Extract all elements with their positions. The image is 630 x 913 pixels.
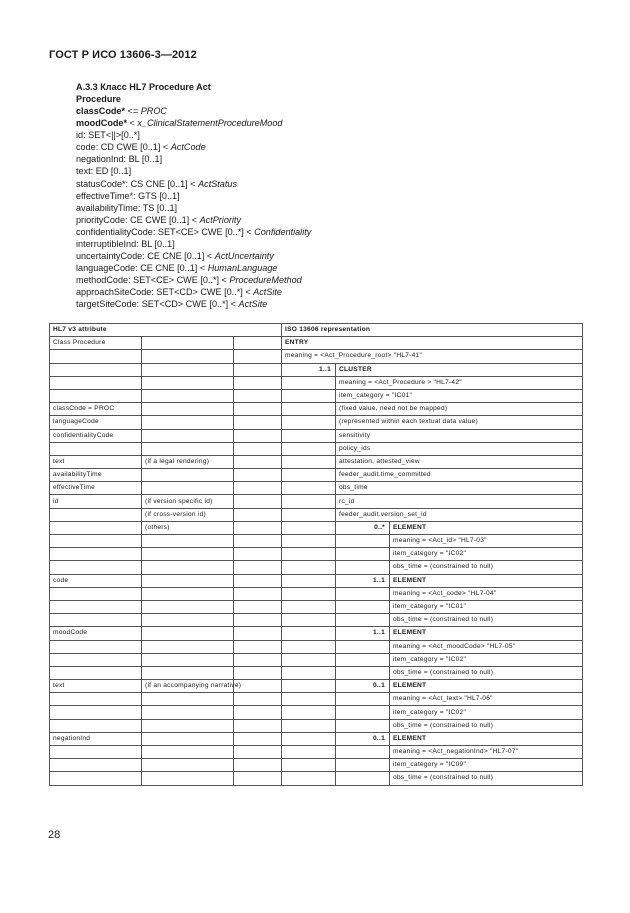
attribute-plain: effectiveTime*: GTS [0..1]: [76, 190, 180, 201]
table-cell: [282, 429, 336, 442]
table-row: [50, 416, 583, 429]
table-cell: CLUSTER: [336, 363, 390, 376]
document-header: ГОСТ Р ИСО 13606-3—2012: [49, 49, 197, 61]
table-cell: [336, 706, 390, 719]
table-cell: ELEMENT: [390, 521, 583, 534]
table-cell: [282, 535, 336, 548]
table-cell: [142, 627, 234, 640]
header-hl7-attribute: HL7 v3 attribute: [50, 324, 282, 337]
table-cell: [336, 561, 390, 574]
attribute-plain: approachSiteCode: SET<CD> CWE [0..*] <: [76, 287, 254, 298]
table-cell: meaning = <Act_text> "HL7-06": [390, 693, 583, 706]
table-cell: [282, 600, 336, 613]
table-cell: [50, 640, 142, 653]
table-cell: [50, 508, 142, 521]
table-row: [50, 627, 583, 640]
attribute-italic: ProcedureMethod: [229, 275, 302, 285]
table-cell: [282, 455, 336, 468]
table-cell: [234, 482, 282, 495]
table-cell: text: [50, 680, 142, 693]
table-row: [50, 759, 583, 772]
table-cell: [234, 508, 282, 521]
table-cell: [234, 337, 282, 350]
table-cell: [336, 535, 390, 548]
table-cell: obs_time = (constrained to null): [390, 666, 583, 679]
table-cell: 1..1: [336, 627, 390, 640]
table-row: [50, 653, 583, 666]
table-cell: [234, 759, 282, 772]
table-cell: [336, 587, 390, 600]
table-cell: item_category = "IC09": [390, 759, 583, 772]
table-row: [50, 535, 583, 548]
table-cell: [282, 719, 336, 732]
table-cell: availabilityTime: [50, 469, 142, 482]
table-cell: meaning = <Act_moodCode> "HL7-05": [390, 640, 583, 653]
table-cell: [234, 403, 282, 416]
table-cell: [336, 600, 390, 613]
table-cell: [336, 614, 390, 627]
table-cell: feeder_audit.time_committed: [336, 469, 390, 482]
table-cell: obs_time = (constrained to null): [390, 772, 583, 785]
attribute-plain: uncertaintyCode: CE CNE [0..1] <: [76, 250, 215, 261]
mapping-table: [49, 323, 583, 786]
attribute-plain: id: SET<||>[0..*]: [76, 130, 140, 141]
table-row: [50, 429, 583, 442]
section-title-cont: Procedure: [76, 94, 121, 105]
table-cell: meaning = <Act_Procedure > "HL7-42": [336, 376, 390, 389]
table-cell: 1..1: [336, 574, 390, 587]
table-cell: [282, 389, 336, 402]
table-cell: [142, 469, 234, 482]
table-cell: [282, 680, 336, 693]
table-row: [50, 469, 583, 482]
table-row: [50, 666, 583, 679]
attribute-line: [76, 105, 556, 117]
table-cell: Class Procedure: [50, 337, 142, 350]
table-cell: obs_time = (constrained to null): [390, 614, 583, 627]
table-row: [50, 363, 583, 376]
table-cell: [390, 389, 583, 402]
table-cell: [234, 548, 282, 561]
attribute-line: [76, 262, 556, 274]
table-cell: id: [50, 495, 142, 508]
table-cell: [50, 706, 142, 719]
table-cell: [50, 653, 142, 666]
attribute-italic: ActStatus: [198, 178, 237, 189]
table-row: [50, 640, 583, 653]
attribute-italic: ActCode: [170, 142, 206, 153]
table-cell: meaning = <Act_code> "HL7-04": [390, 587, 583, 600]
table-cell: [142, 403, 234, 416]
attribute-line: [76, 298, 556, 310]
table-cell: [234, 535, 282, 548]
table-cell: [282, 627, 336, 640]
table-row: [50, 482, 583, 495]
table-cell: [234, 429, 282, 442]
table-row: [50, 772, 583, 785]
table-cell: [282, 574, 336, 587]
table-cell: [50, 614, 142, 627]
table-cell: [50, 561, 142, 574]
attribute-line: [76, 274, 556, 286]
attribute-line: [76, 250, 556, 262]
section-title: A.3.3 Класс HL7 Procedure Act: [76, 82, 211, 92]
attribute-plain: methodCode: SET<CE> CWE [0..*] <: [76, 275, 230, 285]
attribute-italic: x_ClinicalStatementProcedureMood: [137, 118, 283, 129]
table-cell: [282, 587, 336, 600]
table-cell: attestation, attested_view: [336, 455, 390, 468]
table-cell: item_category = "IC02": [390, 706, 583, 719]
table-cell: text: [50, 455, 142, 468]
table-cell: (if an accompanying narrative): [142, 680, 234, 693]
table-cell: [282, 521, 336, 534]
attribute-italic: Confidentiality: [254, 226, 312, 237]
attribute-plain: availabilityTime: TS [0..1]: [76, 202, 178, 213]
table-cell: [142, 614, 234, 627]
table-cell: [234, 350, 282, 363]
table-cell: [50, 693, 142, 706]
table-cell: [336, 653, 390, 666]
table-cell: [282, 561, 336, 574]
attribute-line: [76, 153, 556, 165]
table-cell: [282, 759, 336, 772]
table-cell: [234, 693, 282, 706]
attribute-plain: code: CD CWE [0..1] <: [76, 142, 171, 153]
table-cell: [234, 600, 282, 613]
table-cell: [50, 746, 142, 759]
table-cell: [234, 376, 282, 389]
table-cell: ENTRY: [282, 337, 336, 350]
table-cell: [282, 469, 336, 482]
table-row: [50, 746, 583, 759]
table-cell: [142, 442, 234, 455]
attribute-italic: ActUncertainty: [214, 250, 274, 261]
table-cell: [142, 350, 234, 363]
table-cell: obs_time = (constrained to null): [390, 561, 583, 574]
table-cell: [390, 442, 583, 455]
table-cell: [50, 363, 142, 376]
table-cell: [50, 719, 142, 732]
table-cell: [234, 442, 282, 455]
table-cell: [234, 469, 282, 482]
attribute-plain: languageCode: CE CNE [0..1] <: [76, 262, 208, 273]
table-cell: [142, 693, 234, 706]
table-cell: [142, 363, 234, 376]
attribute-line: [76, 165, 556, 177]
table-cell: (if version specific id): [142, 495, 234, 508]
table-cell: [282, 640, 336, 653]
table-cell: [390, 429, 583, 442]
attribute-line: [76, 286, 556, 298]
attribute-italic: ActSite: [238, 299, 268, 310]
table-cell: [282, 772, 336, 785]
table-cell: (fixed value, need not be mapped): [336, 403, 390, 416]
table-cell: [282, 482, 336, 495]
table-cell: [234, 561, 282, 574]
table-cell: [142, 732, 234, 745]
table-cell: [142, 561, 234, 574]
class-spec-block: [76, 81, 556, 310]
table-cell: [142, 640, 234, 653]
table-cell: classCode = PROC: [50, 403, 142, 416]
table-cell: 0..1: [336, 732, 390, 745]
table-row: [50, 574, 583, 587]
table-cell: [282, 706, 336, 719]
table-cell: (represented within each textual data value): [336, 416, 390, 429]
table-row: [50, 389, 583, 402]
attribute-plain: interruptibleInd: BL [0..1]: [76, 238, 175, 249]
table-cell: meaning = <Act_id> "HL7-03": [390, 535, 583, 548]
table-cell: [50, 389, 142, 402]
table-cell: [142, 376, 234, 389]
table-cell: obs_time: [336, 482, 390, 495]
table-cell: [336, 772, 390, 785]
table-cell: [234, 521, 282, 534]
table-cell: [282, 732, 336, 745]
table-cell: [234, 614, 282, 627]
attribute-plain: targetSiteCode: SET<CD> CWE [0..*] <: [76, 299, 239, 310]
attribute-bold: moodCode*: [76, 118, 128, 129]
table-cell: [142, 600, 234, 613]
table-cell: [234, 455, 282, 468]
table-cell: feeder_audit.version_set_id: [336, 508, 390, 521]
table-cell: meaning = <Act_negationInd> "HL7-07": [390, 746, 583, 759]
table-cell: item_category = "IC02": [390, 653, 583, 666]
table-cell: [142, 746, 234, 759]
table-cell: [234, 732, 282, 745]
attribute-plain: <: [127, 118, 138, 129]
attribute-line: [76, 214, 556, 226]
table-cell: [50, 666, 142, 679]
table-cell: [142, 719, 234, 732]
table-cell: ELEMENT: [390, 680, 583, 693]
table-cell: sensitivity: [336, 429, 390, 442]
table-cell: ELEMENT: [390, 574, 583, 587]
attribute-plain: text: ED [0..1]: [76, 166, 132, 177]
table-cell: item_category = "IC01": [390, 600, 583, 613]
table-cell: [390, 495, 583, 508]
table-row: [50, 719, 583, 732]
table-cell: code: [50, 574, 142, 587]
attribute-italic: ActPriority: [199, 214, 242, 225]
table-cell: [234, 363, 282, 376]
table-cell: 1..1: [282, 363, 336, 376]
table-cell: [50, 759, 142, 772]
table-cell: [142, 772, 234, 785]
table-row: [50, 495, 583, 508]
table-row: [50, 561, 583, 574]
table-cell: [282, 403, 336, 416]
table-cell: [234, 640, 282, 653]
attribute-line: [76, 202, 556, 214]
table-cell: [142, 482, 234, 495]
table-cell: ELEMENT: [390, 732, 583, 745]
table-cell: ELEMENT: [390, 627, 583, 640]
table-cell: [234, 574, 282, 587]
table-cell: [390, 363, 583, 376]
attribute-italic: HumanLanguage: [207, 262, 278, 273]
table-row: [50, 548, 583, 561]
table-cell: [390, 482, 583, 495]
table-cell: [234, 587, 282, 600]
table-body: [50, 337, 583, 785]
table-row: [50, 587, 583, 600]
table-cell: [50, 442, 142, 455]
attribute-plain: confidentialityCode: SET<CE> CWE [0..*] <: [76, 226, 255, 237]
table-cell: [336, 640, 390, 653]
table-cell: moodCode: [50, 627, 142, 640]
table-cell: [336, 759, 390, 772]
table-row: [50, 442, 583, 455]
table-cell: [336, 693, 390, 706]
attribute-line: [76, 178, 556, 190]
table-cell: [142, 429, 234, 442]
table-cell: effectiveTime: [50, 482, 142, 495]
table-header-row: [50, 324, 583, 337]
table-cell: policy_ids: [336, 442, 390, 455]
table-cell: meaning = <Act_Procedure_root> "HL7-41": [282, 350, 336, 363]
table-cell: negationInd: [50, 732, 142, 745]
table-cell: [142, 759, 234, 772]
table-cell: 0..1: [336, 680, 390, 693]
table-cell: [50, 587, 142, 600]
attribute-plain: <=: [125, 106, 141, 117]
attribute-plain: negationInd: BL [0..1]: [76, 154, 163, 165]
table-cell: [50, 376, 142, 389]
attribute-line: [76, 226, 556, 238]
table-cell: [282, 653, 336, 666]
table-cell: languageCode: [50, 416, 142, 429]
attribute-line: [76, 117, 556, 129]
table-cell: [234, 746, 282, 759]
table-row: [50, 350, 583, 363]
table-row: [50, 508, 583, 521]
table-cell: obs_time = (constrained to null): [390, 719, 583, 732]
table-cell: [50, 535, 142, 548]
table-cell: (if cross-version id): [142, 508, 234, 521]
table-cell: [234, 666, 282, 679]
table-cell: (others): [142, 521, 234, 534]
table-cell: [142, 587, 234, 600]
table-row: [50, 614, 583, 627]
attribute-plain: priorityCode: CE CWE [0..1] <: [76, 214, 200, 225]
table-cell: [234, 389, 282, 402]
table-cell: [282, 548, 336, 561]
table-cell: [142, 548, 234, 561]
table-cell: [234, 495, 282, 508]
table-cell: [282, 666, 336, 679]
table-cell: [282, 746, 336, 759]
table-cell: [50, 548, 142, 561]
table-cell: (if a legal rendering): [142, 455, 234, 468]
attribute-italic: ActSite: [253, 287, 282, 298]
table-cell: [50, 772, 142, 785]
table-cell: [336, 337, 390, 350]
table-cell: rc_id: [336, 495, 390, 508]
table-cell: [50, 521, 142, 534]
table-cell: [50, 350, 142, 363]
table-row: [50, 693, 583, 706]
table-cell: [282, 495, 336, 508]
table-cell: item_category = "IC01": [336, 389, 390, 402]
attribute-list: [76, 105, 556, 310]
page-number: 28: [48, 829, 61, 841]
attribute-bold: classCode*: [76, 106, 126, 117]
table-cell: [50, 600, 142, 613]
table-cell: [234, 772, 282, 785]
table-row: [50, 732, 583, 745]
attribute-line: [76, 129, 556, 141]
attribute-line: [76, 238, 556, 250]
table-cell: [282, 614, 336, 627]
table-cell: [282, 376, 336, 389]
attribute-line: [76, 141, 556, 153]
table-row: [50, 600, 583, 613]
table-row: [50, 403, 583, 416]
table-row: [50, 706, 583, 719]
table-cell: [142, 653, 234, 666]
table-cell: [234, 627, 282, 640]
table-cell: 0..*: [336, 521, 390, 534]
attribute-plain: statusCode*: CS CNE [0..1] <: [76, 178, 199, 189]
attribute-italic: PROC: [140, 106, 167, 117]
table-cell: [234, 416, 282, 429]
table-cell: [142, 535, 234, 548]
table-cell: [390, 337, 583, 350]
table-cell: [336, 719, 390, 732]
table-cell: [142, 337, 234, 350]
header-iso-representation: ISO 13606 representation: [282, 324, 583, 337]
table-cell: [282, 416, 336, 429]
table-cell: [282, 442, 336, 455]
table-cell: [142, 666, 234, 679]
table-row: [50, 455, 583, 468]
table-row: [50, 680, 583, 693]
table-row: [50, 337, 583, 350]
table-cell: [142, 416, 234, 429]
attribute-line: [76, 190, 556, 202]
table-cell: [142, 706, 234, 719]
table-cell: [336, 746, 390, 759]
table-cell: [282, 693, 336, 706]
table-cell: [234, 706, 282, 719]
table-cell: confidentialityCode: [50, 429, 142, 442]
table-row: [50, 521, 583, 534]
table-cell: [336, 548, 390, 561]
table-cell: [282, 508, 336, 521]
table-cell: item_category = "IC02": [390, 548, 583, 561]
table-cell: [336, 666, 390, 679]
table-cell: [142, 389, 234, 402]
table-row: [50, 376, 583, 389]
table-cell: [142, 574, 234, 587]
table-cell: [234, 719, 282, 732]
table-cell: [234, 653, 282, 666]
